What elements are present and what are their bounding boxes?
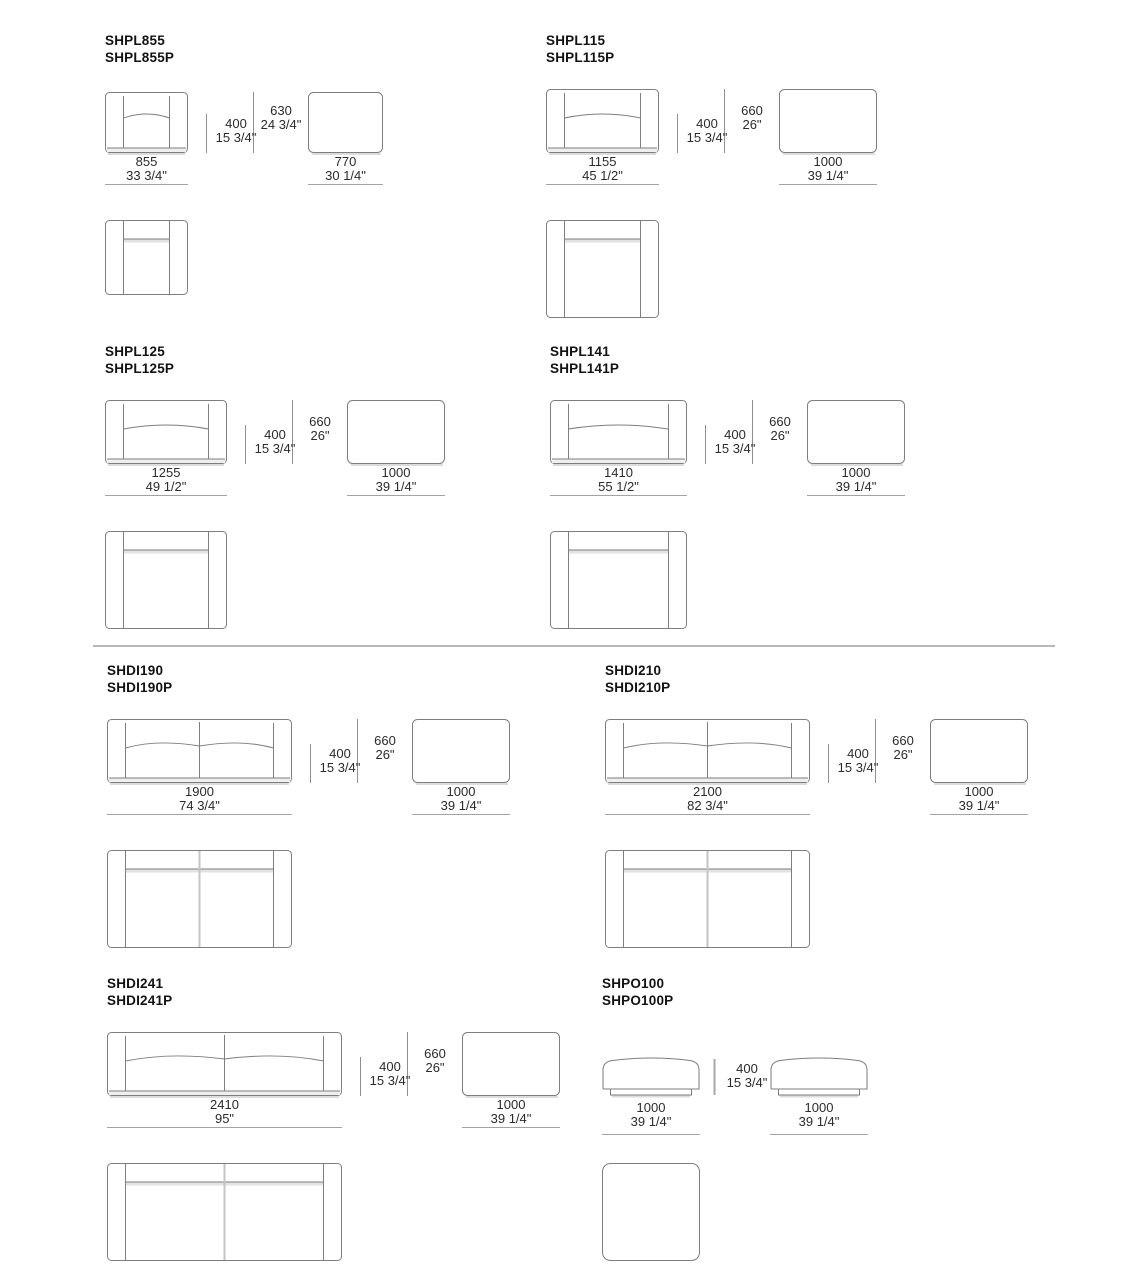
- front-width-in-label: 74 3/4": [179, 798, 220, 813]
- technical-drawing: [546, 33, 1066, 333]
- depth-in-label: 39 1/4": [440, 798, 482, 813]
- seat-height-mm-label: 400: [379, 1059, 401, 1074]
- overall-height-mm-label: 660: [769, 414, 791, 429]
- overall-height-in-label: 26": [375, 747, 395, 762]
- model-code-primary: SHPL855: [105, 33, 165, 48]
- depth-mm-label: 1000: [381, 465, 411, 480]
- depth-mm-label: 1000: [496, 1097, 526, 1112]
- model-code-primary: SHPL115: [546, 33, 606, 48]
- overall-height-in-label: 26": [742, 117, 762, 132]
- model-code-variant: SHPL115P: [546, 50, 615, 65]
- model-code-primary: SHPL125: [105, 344, 165, 359]
- front-width-mm-label: 1255: [151, 465, 181, 480]
- plan-view: [108, 851, 292, 948]
- front-width-in-label: 33 3/4": [126, 168, 167, 183]
- technical-drawing: [602, 976, 1122, 1276]
- front-width-in-label: 82 3/4": [687, 798, 728, 813]
- side-view: [309, 93, 383, 155]
- seat-height-in-label: 15 3/4": [254, 441, 296, 456]
- side-view: [808, 401, 905, 466]
- model-code-variant: SHPL141P: [550, 361, 620, 376]
- depth-mm-label: 1000: [964, 784, 994, 799]
- technical-drawing: [107, 976, 627, 1276]
- seat-height-mm-label: 400: [225, 116, 247, 131]
- plan-view: [106, 532, 227, 629]
- plan-view: [106, 221, 188, 295]
- plan-view: [603, 1164, 700, 1261]
- overall-height-mm-label: 630: [270, 103, 292, 118]
- front-view: [106, 401, 227, 466]
- seat-height-mm-label: 400: [329, 746, 351, 761]
- model-code-variant: SHDI210P: [605, 680, 671, 695]
- side-view: [463, 1033, 560, 1098]
- front-width-mm-label: 1900: [185, 784, 214, 799]
- front-view: [606, 720, 810, 785]
- seat-height-in-label: 15 3/4": [215, 130, 257, 145]
- front-width-in-label: 45 1/2": [582, 168, 623, 183]
- side-view: [931, 720, 1028, 785]
- depth-in-label: 30 1/4": [325, 168, 366, 183]
- plan-view: [108, 1164, 342, 1261]
- plan-view: [606, 851, 810, 948]
- overall-height-in-label: 26": [310, 428, 330, 443]
- depth-mm-label: 1000: [841, 465, 871, 480]
- model-code-variant: SHPO100P: [602, 993, 674, 1008]
- front-width-mm-label: 1000: [636, 1100, 666, 1115]
- side-view: [780, 90, 877, 155]
- model-code-variant: SHDI190P: [107, 680, 173, 695]
- front-width-in-label: 49 1/2": [145, 479, 187, 494]
- depth-in-label: 39 1/4": [807, 168, 849, 183]
- front-view: [108, 1033, 342, 1098]
- front-width-mm-label: 1410: [604, 465, 633, 480]
- depth-in-label: 39 1/4": [375, 479, 417, 494]
- model-code-primary: SHDI190: [107, 663, 164, 678]
- side-view: [413, 720, 510, 785]
- front-view: [603, 1058, 699, 1097]
- depth-in-label: 39 1/4": [490, 1111, 532, 1126]
- overall-height-mm-label: 660: [374, 733, 396, 748]
- seat-height-mm-label: 400: [736, 1061, 758, 1076]
- depth-mm-label: 1000: [813, 154, 843, 169]
- model-code-variant: SHPL855P: [105, 50, 175, 65]
- front-width-mm-label: 1155: [588, 154, 617, 169]
- side-view: [348, 401, 445, 466]
- seat-height-in-label: 15 3/4": [686, 130, 728, 145]
- depth-in-label: 39 1/4": [798, 1114, 840, 1129]
- front-view: [551, 401, 687, 466]
- seat-height-mm-label: 400: [264, 427, 286, 442]
- section-divider: [93, 645, 1055, 647]
- side-view: [771, 1058, 867, 1097]
- seat-height-in-label: 15 3/4": [369, 1073, 411, 1088]
- seat-height-mm-label: 400: [696, 116, 718, 131]
- front-width-in-label: 95": [214, 1111, 235, 1126]
- seat-height-mm-label: 400: [847, 746, 869, 761]
- depth-mm-label: 770: [334, 154, 357, 169]
- model-code-primary: SHPL141: [550, 344, 610, 359]
- front-width-in-label: 39 1/4": [630, 1114, 672, 1129]
- model-code-primary: SHDI210: [605, 663, 662, 678]
- overall-height-mm-label: 660: [424, 1046, 446, 1061]
- overall-height-mm-label: 660: [309, 414, 331, 429]
- plan-view: [551, 532, 687, 629]
- overall-height-in-label: 26": [893, 747, 913, 762]
- technical-drawing: [105, 344, 625, 644]
- front-width-mm-label: 2410: [210, 1097, 239, 1112]
- front-width-mm-label: 855: [135, 154, 158, 169]
- technical-drawing: [107, 663, 627, 963]
- overall-height-in-label: 26": [770, 428, 790, 443]
- front-view: [106, 93, 188, 155]
- overall-height-in-label: 24 3/4": [260, 117, 302, 132]
- model-code-variant: SHDI241P: [107, 993, 173, 1008]
- overall-height-mm-label: 660: [892, 733, 914, 748]
- model-code-primary: SHPO100: [602, 976, 665, 991]
- depth-mm-label: 1000: [446, 784, 476, 799]
- front-width-mm-label: 2100: [693, 784, 722, 799]
- seat-height-in-label: 15 3/4": [837, 760, 879, 775]
- depth-mm-label: 1000: [804, 1100, 834, 1115]
- front-view: [108, 720, 292, 785]
- plan-view: [547, 221, 659, 318]
- front-view: [547, 90, 659, 155]
- front-width-in-label: 55 1/2": [598, 479, 639, 494]
- depth-in-label: 39 1/4": [835, 479, 877, 494]
- model-code-variant: SHPL125P: [105, 361, 175, 376]
- technical-drawing: [605, 663, 1125, 963]
- seat-height-in-label: 15 3/4": [714, 441, 756, 456]
- depth-in-label: 39 1/4": [958, 798, 1000, 813]
- overall-height-mm-label: 660: [741, 103, 763, 118]
- seat-height-in-label: 15 3/4": [319, 760, 361, 775]
- technical-drawing: [550, 344, 1070, 644]
- overall-height-in-label: 26": [425, 1060, 445, 1075]
- model-code-primary: SHDI241: [107, 976, 164, 991]
- seat-height-mm-label: 400: [724, 427, 746, 442]
- seat-height-in-label: 15 3/4": [726, 1075, 768, 1090]
